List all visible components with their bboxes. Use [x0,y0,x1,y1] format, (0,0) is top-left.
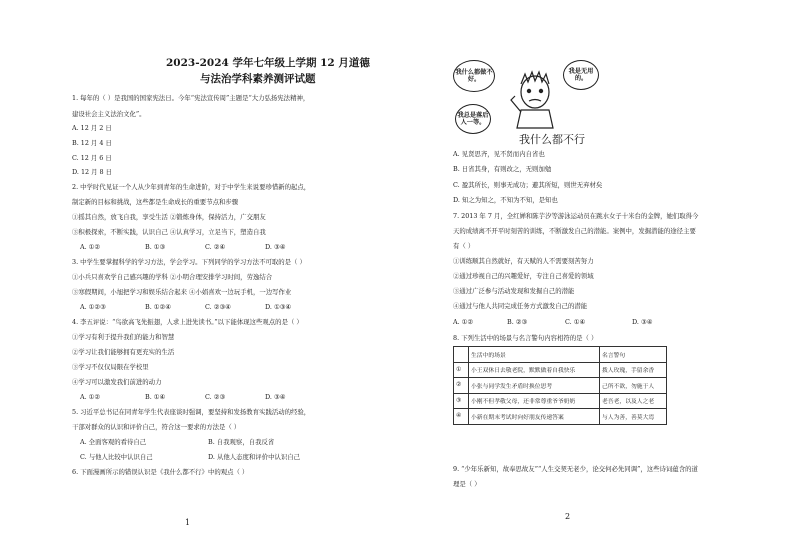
q3-option-b[interactable]: B. ①②④ [145,303,171,311]
q7-item-4: ④通过与他人共同完成任务方式激发自己的潜能 [453,302,588,310]
table-cell: ① [454,362,469,378]
q5-option-b[interactable]: B. 自我观察，自我反省 [208,438,275,446]
q7-option-c[interactable]: C. ①④ [565,318,586,326]
q9-stem-line2: 理是（ ） [453,480,481,488]
table-cell: 己所不欲，勿施于人 [600,378,667,394]
page-number-left: 1 [185,518,191,527]
q1-option-b[interactable]: B. 12 月 4 日 [72,139,112,147]
q8-scenario-table [453,346,667,425]
q1-stem-line2: 建设社会主义法治文化”。 [72,110,146,118]
exam-title-line1: 2023-2024 学年七年级上学期 12 月道德 [166,57,370,69]
q9-stem-line1: 9. “少年乐新知，故奉思故友”“人生交契无老少，论交何必先同调”，这些诗词蕴含的道 [453,465,698,473]
q1-option-d[interactable]: D. 12 月 8 日 [72,168,113,176]
q2-items-line1: ①摇其自然，放飞自我，享受生活 ②锻炼身体，保持活力，广交朋友 [72,213,266,221]
exam-title-line2: 与法治学科素养测评试题 [200,73,316,85]
q5-option-c[interactable]: C. 与他人比较中认识自己 [80,453,153,461]
q4-stem-line1: 4. 李五评说：“鸟欲高飞先振翅，人求上进先读书。”以下能体现这些观点的是（ ） [72,318,303,326]
table-header-cell: 生活中的场景 [469,347,600,363]
table-header-cell [454,347,469,363]
bubble-left: 我什么都做不好。 [453,60,495,92]
page-number-right: 2 [565,512,571,521]
table-row [454,362,667,378]
q6-option-c[interactable]: C. 盈其所长，则事无成功；避其所短，则世无弃材矣 [453,181,603,189]
q4-option-a[interactable]: A. ①② [80,393,101,401]
q3-option-d[interactable]: D. ①③④ [265,303,292,311]
q4-item-1: ①学习有利于提升我们的能力和智慧 [72,333,175,341]
q2-option-b[interactable]: B. ①③ [145,243,166,251]
table-cell: 拨人玫瑰，手留余香 [600,362,667,378]
q1-option-c[interactable]: C. 12 月 6 日 [72,154,112,162]
q2-option-a[interactable]: A. ①② [80,243,101,251]
table-cell: 与人为善，善莫大焉 [600,409,667,425]
table-row [454,409,667,425]
q4-option-d[interactable]: D. ③④ [265,393,286,401]
q4-option-b[interactable]: B. ①④ [145,393,166,401]
q5-option-a[interactable]: A. 全面客观的看待自己 [80,438,147,446]
table-row [454,378,667,394]
q2-option-c[interactable]: C. ②④ [205,243,226,251]
q4-item-2: ②学习让我们能够拥有更充实的生活 [72,348,175,356]
q7-stem-line3: 有（ ） [453,242,475,250]
table-cell: 小王双休日去敬老院，默默做着自我快乐 [469,362,600,378]
q2-stem-line1: 2. 中学时代见证一个人从少年到青年的生命进阶，对于中学生来说要珍惜新的起点， [72,183,311,191]
q7-stem-line1: 7. 2013 年 7 月，全红婵和陈芋汐等游泳运动员在跳水女子十米台的金牌，她们取得今 [453,212,699,220]
q1-option-a[interactable]: A. 12 月 2 日 [72,124,112,132]
table-cell: 老吾老，以及人之老 [600,393,667,409]
q1-stem-line1: 1. 每年的（ ）是我国的国家宪法日。今年“宪法宣传周”主题是“大力弘扬宪法精神， [72,94,310,102]
cartoon-figure [505,70,565,130]
q3-option-c[interactable]: C. ②③④ [205,303,231,311]
table-header-row [454,347,667,363]
table-header-cell: 名言警句 [600,347,667,363]
table-cell: ② [454,378,469,394]
q5-stem-line2: 干部对群众的认识和评价自己，符合这一要求的方法是（ ） [72,423,241,431]
q4-option-c[interactable]: C. ②③ [205,393,226,401]
q3-option-a[interactable]: A. ①②③ [80,303,106,311]
q3-items-line2: ③寒假期间，小旭把学习和娱乐结合起来 ④小娟喜欢一边玩手机，一边写作业 [72,288,292,296]
table-cell: 小刚不但孝敬父母，还非常尊重爷爷奶奶 [469,393,600,409]
q5-stem-line1: 5. 习近平总书记在同青年学生代表座谈时强调，要坚持和发扬教育实践活动的经验， [72,408,311,416]
q8-stem-line1: 8. 下列生活中的场景与名言警句内容相符的是（ ） [453,334,598,342]
right-page [397,0,794,541]
table-cell: ③ [454,393,469,409]
q2-items-line2: ③积极探索，不断实践，认识自己 ④认真学习，立足当下，塑造自我 [72,228,266,236]
q7-item-3: ③通过广泛参与活动发现和发掘自己的潜能 [453,287,575,295]
q7-stem-line2: 天的成绩离不开平时刻苦的训练，不断激发自己的潜能。案例中，发掘潜能的途径主要 [453,227,696,235]
q5-option-d[interactable]: D. 从他人态度和评价中认识自己 [208,453,301,461]
q7-option-a[interactable]: A. ①② [453,318,474,326]
q2-option-d[interactable]: D. ③④ [265,243,286,251]
table-cell: ④ [454,409,469,425]
q7-option-b[interactable]: B. ②③ [507,318,528,326]
q6-option-a[interactable]: A. 见贤思齐，见不贤而内自省也 [453,150,545,158]
table-cell: 小新在期末考试时向好朋友传递答案 [469,409,600,425]
q6-stem-line1: 6. 下面漫画所示的错误认识是《我什么都不行》中的观点（ ） [72,468,249,476]
q4-item-3: ③学习不仅仅局限在学校里 [72,363,149,371]
q4-item-4: ④学习可以激发我们前进的动力 [72,378,162,386]
q3-items-line1: ①小兵只喜欢学自己感兴趣的学科 ②小明合理安排学习时间，劳逸结合 [72,273,273,281]
cartoon-caption: 我什么都不行 [519,133,585,146]
q3-stem-line1: 3. 中学生要掌握科学的学习方法，学会学习。下列同学的学习方法不可取的是（ ） [72,258,306,266]
q7-option-d[interactable]: D. ③④ [632,318,653,326]
table-row [454,393,667,409]
table-cell: 小张与同学发生矛盾时换位思考 [469,378,600,394]
bubble-right: 我是无用的。 [563,60,599,90]
q2-stem-line2: 制定新的目标和挑战，这些都是生命成长的重要节点和步骤 [72,198,239,206]
q7-item-2: ②通过珍视自己的兴趣爱好，专注自己喜爱的领域 [453,272,594,280]
bubble-low: 我总是落后人一等。 [455,104,491,134]
q7-item-1: ①训练顺其自然就好，有天赋的人不需要刻苦努力 [453,257,594,265]
q6-option-d[interactable]: D. 知之为知之，不知为不知，是知也 [453,196,558,204]
q6-option-b[interactable]: B. 日省其身，有则改之，无则加勉 [453,165,552,173]
